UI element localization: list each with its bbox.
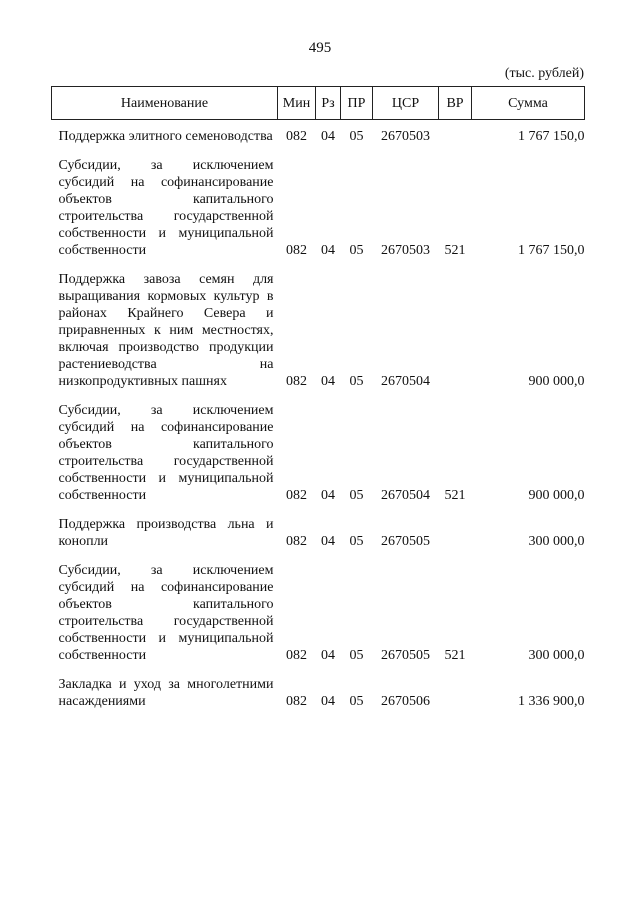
row-sum: 900 000,0 xyxy=(528,488,585,503)
row-csr: 2670504 xyxy=(381,488,430,503)
row-sum: 300 000,0 xyxy=(528,648,585,663)
table-row xyxy=(52,508,585,554)
row-pr: 05 xyxy=(349,534,364,549)
row-min: 082 xyxy=(286,694,307,709)
row-rz: 04 xyxy=(321,694,335,709)
row-csr: 2670505 xyxy=(381,648,430,663)
row-name: Субсидии, за исключением субсидий на софинансирование объектов капитального строительства государственной собственности и муниципальной собственности xyxy=(58,158,274,258)
row-sum: 1 336 900,0 xyxy=(518,694,585,709)
row-rz: 04 xyxy=(321,488,335,503)
page-number: 495 xyxy=(308,40,332,56)
units-label: (тыс. рублей) xyxy=(504,66,584,81)
row-pr: 05 xyxy=(349,694,364,709)
row-name: Закладка и уход за многолетними насаждениями xyxy=(58,677,274,709)
row-pr: 05 xyxy=(349,243,364,258)
row-vr xyxy=(439,508,472,554)
row-vr: 521 xyxy=(444,488,466,503)
row-sum: 1 767 150,0 xyxy=(518,129,585,144)
header-name: Наименование xyxy=(52,87,278,120)
row-rz: 04 xyxy=(321,243,335,258)
row-rz: 04 xyxy=(321,374,335,389)
row-pr: 05 xyxy=(349,648,364,663)
row-min: 082 xyxy=(286,488,307,503)
row-csr: 2670504 xyxy=(381,374,430,389)
row-csr: 2670506 xyxy=(381,694,430,709)
row-vr: 521 xyxy=(444,243,466,258)
row-name: Поддержка производства льна и конопли xyxy=(58,517,274,549)
header-vr: ВР xyxy=(439,87,472,120)
table-row xyxy=(52,149,585,263)
row-rz: 04 xyxy=(321,534,335,549)
row-vr xyxy=(439,120,472,150)
table-row xyxy=(52,263,585,394)
row-rz: 04 xyxy=(321,129,335,144)
row-csr: 2670503 xyxy=(381,129,430,144)
row-name: Субсидии, за исключением субсидий на софинансирование объектов капитального строительства государственной собственности и муниципальной собственности xyxy=(58,563,274,663)
header-csr: ЦСР xyxy=(373,87,439,120)
row-name: Поддержка завоза семян для выращивания кормовых культур в районах Крайнего Севера и приравненных к ним местностях, включая производство продукции растениеводства на низкопродуктивных пашнях xyxy=(58,272,274,389)
header-sum: Сумма xyxy=(472,87,585,120)
row-vr xyxy=(439,668,472,714)
row-sum: 300 000,0 xyxy=(528,534,585,549)
row-pr: 05 xyxy=(349,374,364,389)
row-vr xyxy=(439,263,472,394)
table-row xyxy=(52,668,585,714)
budget-table xyxy=(51,86,585,714)
table-row xyxy=(52,554,585,668)
row-csr: 2670505 xyxy=(381,534,430,549)
row-min: 082 xyxy=(286,243,307,258)
row-pr: 05 xyxy=(349,488,364,503)
row-min: 082 xyxy=(286,374,307,389)
row-name: Поддержка элитного семеноводства xyxy=(58,129,273,144)
table-row xyxy=(52,394,585,508)
header-pr: ПР xyxy=(341,87,373,120)
header-rz: Рз xyxy=(316,87,341,120)
row-vr: 521 xyxy=(444,648,466,663)
row-sum: 1 767 150,0 xyxy=(518,243,585,258)
row-rz: 04 xyxy=(321,648,335,663)
row-min: 082 xyxy=(286,648,307,663)
row-min: 082 xyxy=(286,534,307,549)
row-name: Субсидии, за исключением субсидий на софинансирование объектов капитального строительства государственной собственности и муниципальной собственности xyxy=(58,403,274,503)
row-csr: 2670503 xyxy=(381,243,430,258)
row-pr: 05 xyxy=(349,129,364,144)
row-min: 082 xyxy=(286,129,307,144)
table-row xyxy=(52,120,585,150)
row-sum: 900 000,0 xyxy=(528,374,585,389)
table-header-row xyxy=(52,87,585,120)
header-min: Мин xyxy=(278,87,316,120)
